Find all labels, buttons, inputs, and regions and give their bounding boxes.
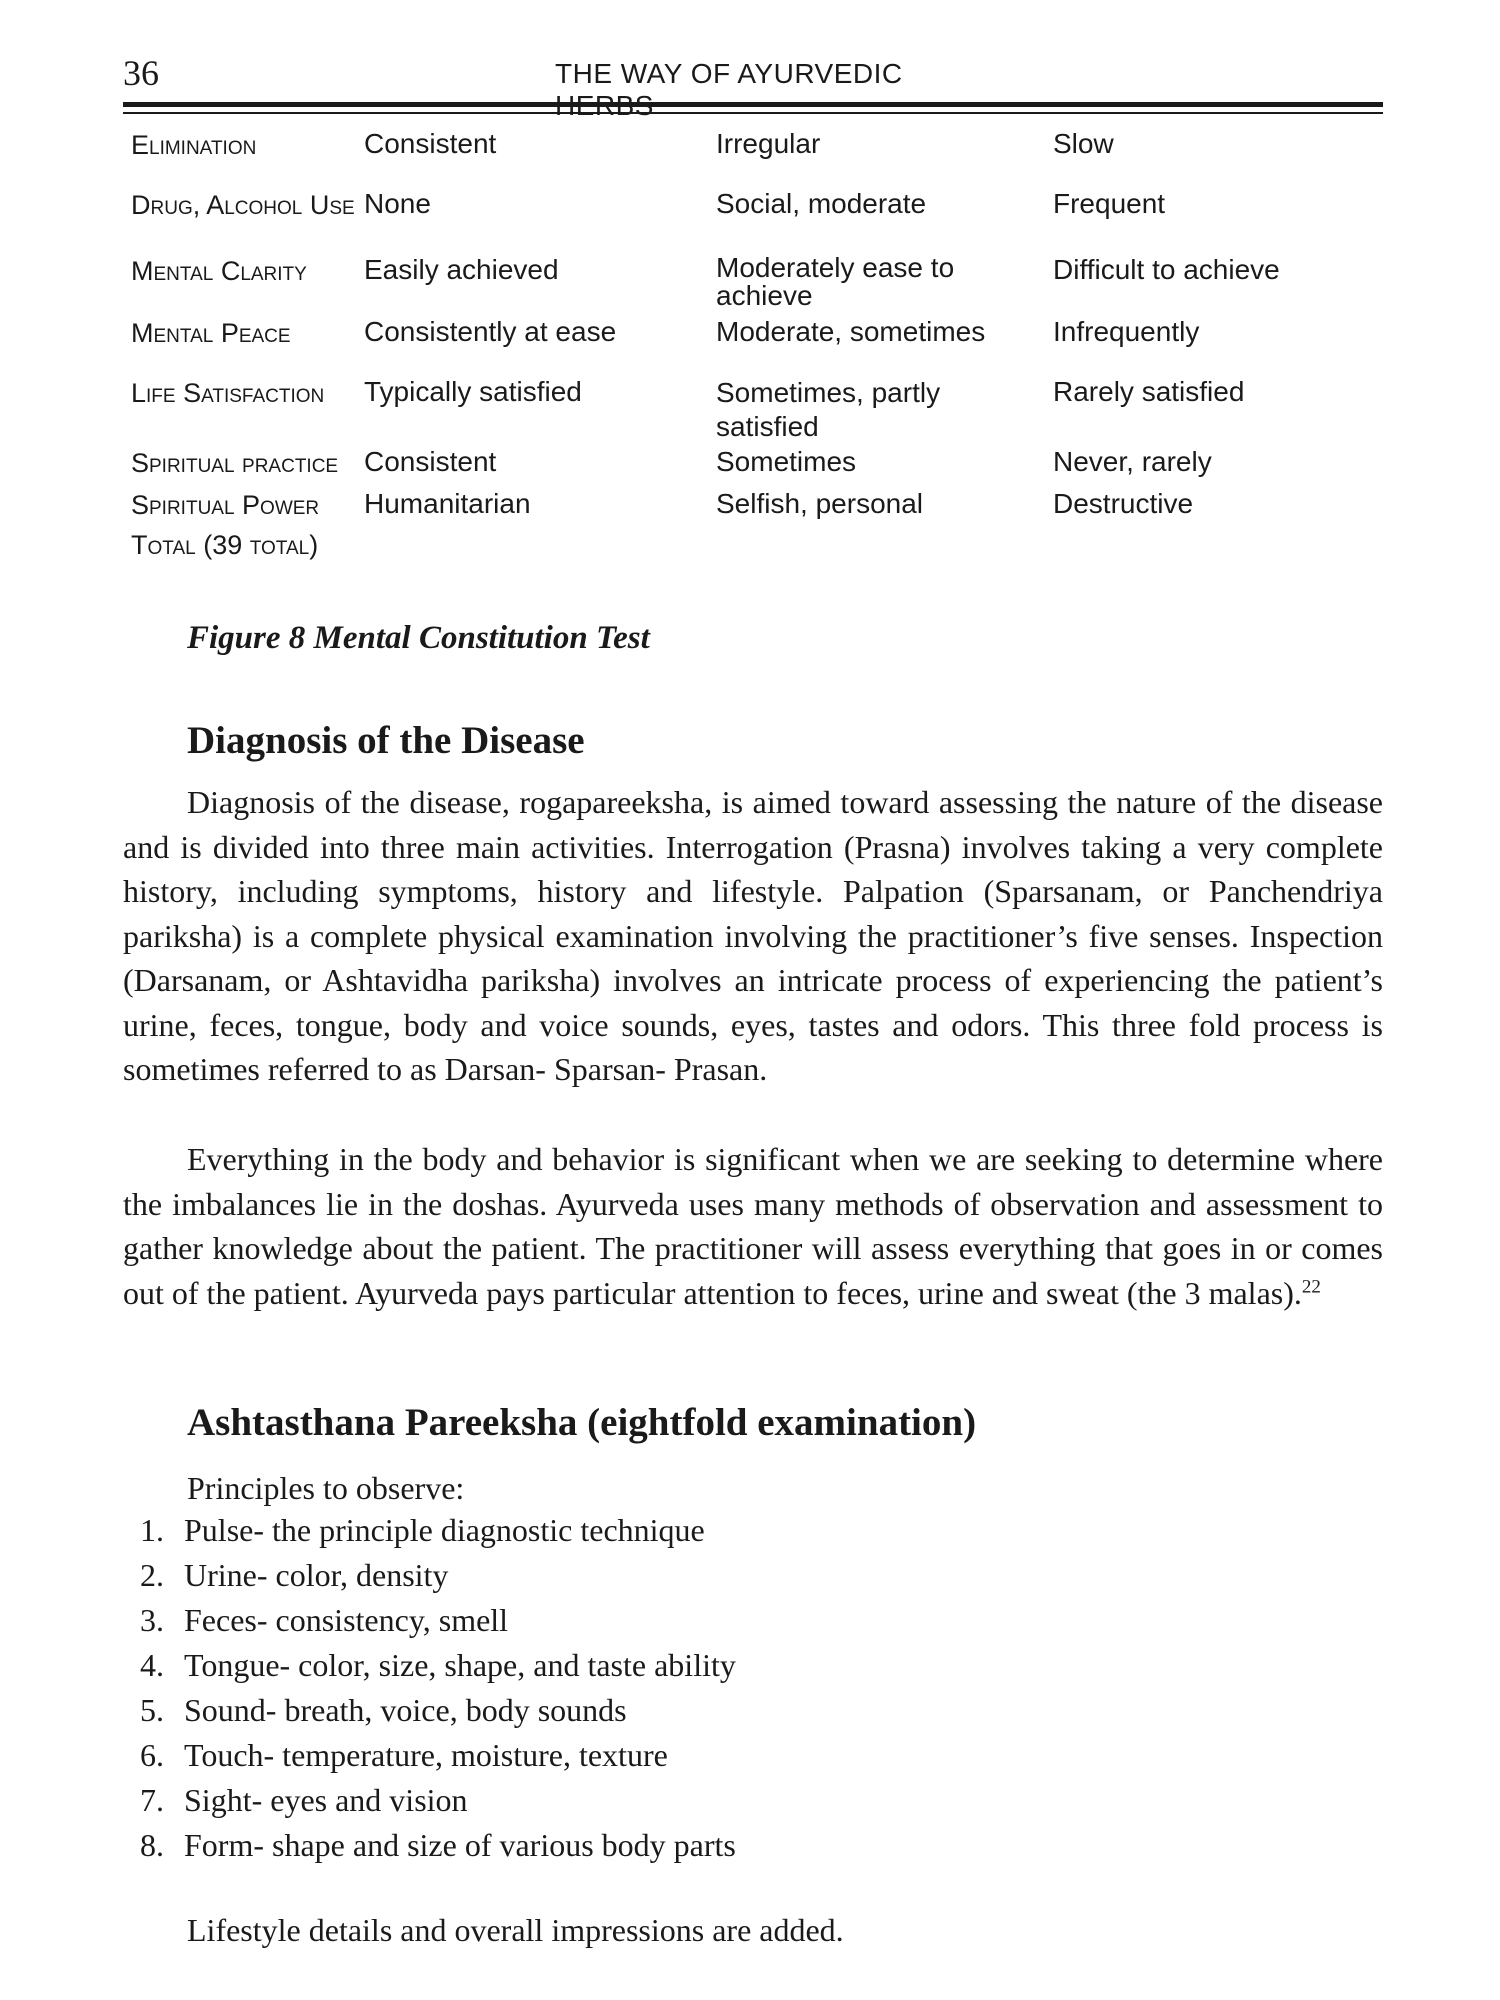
header-rule-thin (123, 112, 1383, 114)
cell-balanced: Consistent (364, 446, 497, 477)
cell-imbalanced: Frequent (1053, 188, 1166, 219)
paragraph: Diagnosis of the disease, rogapareeksha, is aimed toward assessing the nature of the disease and is divided into three main activities. Interrogation (Prasna) involves taking a very complete history, including symptoms, history and lifestyle. Palpation (Sparsanam, or Panchendriya pariksha) is a complete physical examination involving the practitioner’s five senses. Inspection (Darsanam, or Ashtavidha pariksha) involves an intricate process of experiencing the patient’s urine, feces, tongue, body and voice sounds, eyes, tastes and odors. This three fold process is sometimes referred to as Darsan- Sparsan- Prasan. (123, 784, 1383, 1087)
row-label: Mental Clarity (131, 256, 307, 286)
cell-imbalanced: Destructive (1053, 488, 1194, 519)
cell-imbalanced: Rarely satisfied (1053, 376, 1245, 407)
cell-moderate: Moderate, sometimes (716, 316, 986, 347)
cell-balanced: Typically satisfied (364, 376, 582, 407)
closing-line: Lifestyle details and overall impressions are added. (187, 1912, 844, 1948)
list-item: 1. Pulse- the principle diagnostic technique (140, 1512, 705, 1548)
row-label: Elimination (131, 130, 257, 160)
cell-balanced: Consistently at ease (364, 316, 617, 347)
cell-imbalanced: Never, rarely (1053, 446, 1212, 477)
list-item: 2. Urine- color, density (140, 1557, 449, 1593)
section-heading: Diagnosis of the Disease (187, 719, 585, 762)
section-heading: Ashtasthana Pareeksha (eightfold examination) (187, 1401, 977, 1444)
list-intro: Principles to observe: (187, 1470, 465, 1506)
cell-moderate: Social, moderate (716, 188, 927, 219)
row-label: Spiritual Power (131, 490, 320, 520)
cell-moderate: Selfish, personal (716, 488, 924, 519)
list-item: 5. Sound- breath, voice, body sounds (140, 1692, 627, 1728)
list-item: 6. Touch- temperature, moisture, texture (140, 1737, 668, 1773)
cell-moderate: Irregular (716, 128, 821, 159)
list-item: 4. Tongue- color, size, shape, and taste ability (140, 1647, 736, 1683)
row-label: Life Satisfaction (131, 378, 325, 408)
cell-moderate: Sometimes, partly satisfied (716, 377, 941, 442)
paragraph: Everything in the body and behavior is significant when we are seeking to determine where the imbalances lie in the doshas. Ayurveda uses many methods of observation and assessment to gather knowledge about the patient. The practitioner will assess everything that goes in or comes out of the patient. Ayurveda pays particular attention to feces, urine and sweat (the 3 malas).$^{22}$ (123, 1141, 1383, 1311)
list-item: 8. Form- shape and size of various body parts (140, 1827, 736, 1863)
cell-balanced: Easily achieved (364, 254, 559, 285)
cell-moderate: Moderately ease to achieve (716, 252, 955, 311)
footnote-ref: 22 (1301, 1275, 1321, 1297)
list-item: 3. Feces- consistency, smell (140, 1602, 509, 1638)
cell-balanced: None (364, 188, 431, 219)
cell-imbalanced: Slow (1053, 128, 1114, 159)
list-item: 7. Sight- eyes and vision (140, 1782, 468, 1818)
cell-imbalanced: Difficult to achieve (1053, 254, 1280, 285)
examination-list (140, 1508, 736, 1868)
header-rule-thick (123, 102, 1383, 107)
row-label: Mental Peace (131, 318, 291, 348)
figure-caption: Figure 8 Mental Constitution Test (187, 620, 650, 656)
cell-balanced: Humanitarian (364, 488, 531, 519)
row-label: Drug, Alcohol Use (131, 190, 355, 220)
running-title: THE WAY OF AYURVEDIC (555, 58, 903, 89)
cell-imbalanced: Infrequently (1053, 316, 1200, 347)
row-label: Spiritual practice (131, 448, 339, 478)
row-label: Total (39 total) (131, 530, 319, 560)
page-number: 36 (123, 53, 159, 93)
cell-moderate: Sometimes (716, 446, 857, 477)
cell-balanced: Consistent (364, 128, 497, 159)
